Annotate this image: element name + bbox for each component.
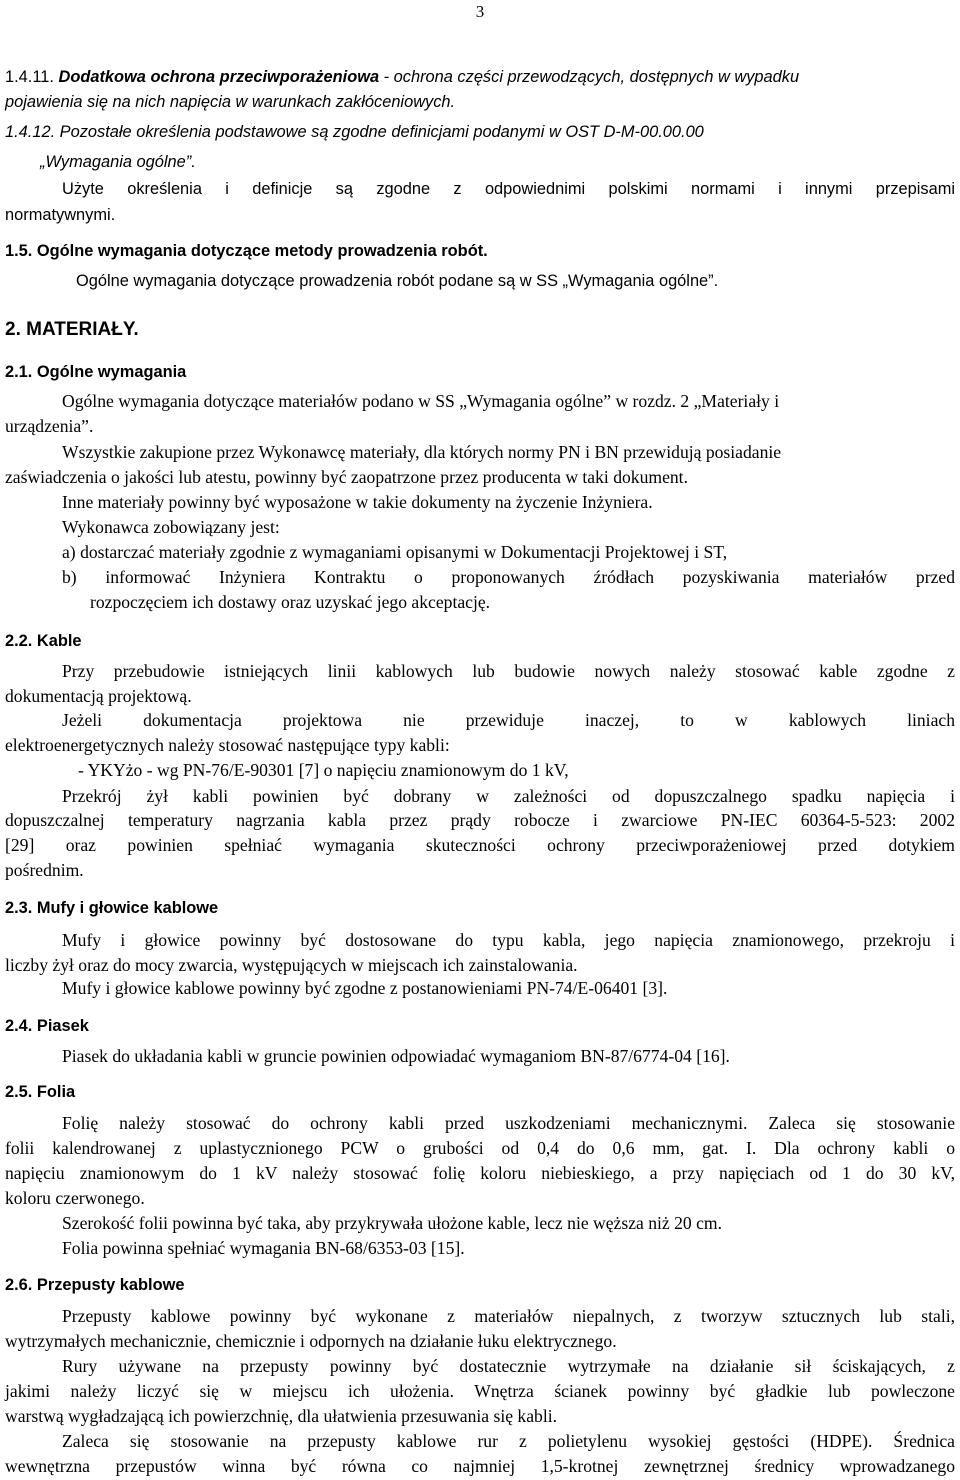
section-1-5-heading: 1.5. Ogólne wymagania dotyczące metody prowadzenia robót. <box>5 242 488 260</box>
section-2-6-p1-line-1: Przepusty kablowe powinny być wykonane z materiałów niepalnych, z tworzyw sztucznych lub stali, <box>62 1306 955 1326</box>
section-2-2-p4-line-1: Przekrój żył kabli powinien być dobrany w zależności od dopuszczalnego spadku napięcia i <box>62 786 955 806</box>
section-2-2-p1-line-2: dokumentacją projektową. <box>5 686 192 706</box>
section-2-1-p2-line-2: zaświadczenia o jakości lub atestu, powinny być zaopatrzone przez producenta w taki dokument. <box>5 467 688 487</box>
section-2-heading: 2. MATERIAŁY. <box>5 319 139 340</box>
section-1-5-text: Ogólne wymagania dotyczące prowadzenia robót podane są w SS „Wymagania ogólne”. <box>76 272 719 290</box>
section-2-6-p1-line-2: wytrzymałych mechanicznie, chemicznie i odpornych na działanie łuku elektrycznego. <box>5 1331 617 1351</box>
section-2-1-heading: 2.1. Ogólne wymagania <box>5 363 187 381</box>
section-1-4-11-title: Dodatkowa ochrona przeciwporażeniowa <box>58 68 380 86</box>
section-2-5-heading: 2.5. Folia <box>5 1083 76 1101</box>
section-2-6-p3-line-1: Zaleca się stosowanie na przepusty kablowe rur z polietylenu wysokiej gęstości (HDPE). Średnica <box>62 1431 955 1451</box>
section-2-1-p2-line-1: Wszystkie zakupione przez Wykonawcę materiały, dla których normy PN i BN przewidują posiadanie <box>62 442 782 462</box>
section-2-2-p3: - YKYżo - wg PN-76/E-90301 [7] o napięciu znamionowym do 1 kV, <box>78 760 569 780</box>
section-2-1-p4: Wykonawca zobowiązany jest: <box>62 517 280 537</box>
section-2-2-heading: 2.2. Kable <box>5 632 82 650</box>
section-2-3-heading: 2.3. Mufy i głowice kablowe <box>5 899 219 917</box>
section-2-6-p2-line-2: jakimi należy liczyć się w miejscu ich ułożenia. Wnętrza ścianek powinny być gładkie lub powleczone <box>5 1381 955 1401</box>
section-2-1-p1-line-2: urządzenia”. <box>5 416 94 436</box>
section-2-2-p2-line-2: elektroenergetycznych należy stosować następujące typy kabli: <box>5 735 450 755</box>
section-1-4-12-line-4: normatywnymi. <box>5 206 116 224</box>
section-2-4-heading: 2.4. Piasek <box>5 1017 89 1035</box>
section-2-2-p1-line-1: Przy przebudowie istniejących linii kablowych lub budowie nowych należy stosować kable zgodne z <box>62 661 955 681</box>
section-2-2-p2-line-1: Jeżeli dokumentacja projektowa nie przewiduje inaczej, to w kablowych liniach <box>62 710 955 730</box>
section-2-1-p3: Inne materiały powinny być wyposażone w takie dokumenty na życzenie Inżyniera. <box>62 492 653 512</box>
section-2-5-p1-line-1: Folię należy stosować do ochrony kabli przed uszkodzeniami mechanicznymi. Zaleca się stosowanie <box>62 1113 955 1133</box>
section-2-3-p1-line-1: Mufy i głowice powinny być dostosowane do typu kabla, jego napięcia znamionowego, przekroju i <box>62 930 955 950</box>
section-2-3-p2: Mufy i głowice kablowe powinny być zgodne z postanowieniami PN-74/E-06401 [3]. <box>62 978 668 998</box>
section-1-4-12-line-3: Użyte określenia i definicje są zgodne z odpowiednimi polskimi normami i innymi przepisami <box>62 180 955 198</box>
section-1-4-12-line-1: 1.4.12. Pozostałe określenia podstawowe są zgodne definicjami podanymi w OST D-M-00.00.00 <box>5 123 704 141</box>
section-2-5-p1-line-3: napięciu znamionowym do 1 kV należy stosować folię koloru niebieskiego, a przy napięciach od 1 do 30 kV, <box>5 1163 955 1183</box>
section-2-6-p3-line-2: wewnętrzna przepustów winna być równa co najmniej 1,5-krotnej zewnętrznej średnicy wprowadzanego <box>5 1456 955 1476</box>
section-2-1-p1-line-1: Ogólne wymagania dotyczące materiałów podano w SS „Wymagania ogólne” w rozdz. 2 „Materiały i <box>62 391 780 411</box>
section-2-2-p4-line-3: [29] oraz powinien spełniać wymagania skuteczności ochrony przeciwporażeniowej przed dotykiem <box>5 835 955 855</box>
section-2-6-heading: 2.6. Przepusty kablowe <box>5 1276 185 1294</box>
section-2-1-item-b-line-1: b) informować Inżyniera Kontraktu o proponowanych źródłach pozyskiwania materiałów przed <box>62 567 955 587</box>
section-2-5-p1-line-2: folii kalendrowanej z uplastycznionego PCW o grubości od 0,4 do 0,6 mm, gat. I. Dla ochrony kabli o <box>5 1138 955 1158</box>
section-1-4-11-line-1 <box>5 66 799 88</box>
page-number: 3 <box>475 2 485 21</box>
section-2-5-p3: Folia powinna spełniać wymagania BN-68/6353-03 [15]. <box>62 1238 465 1258</box>
section-2-6-p2-line-3: warstwą wygładzającą ich powierzchnię, dla ułatwienia przesuwania się kabli. <box>5 1406 558 1426</box>
section-1-4-11-number: 1.4.11. <box>5 68 54 86</box>
section-2-5-p1-line-4: koloru czerwonego. <box>5 1188 145 1208</box>
section-1-4-11-text: - ochrona części przewodzących, dostępnych w wypadku <box>379 68 800 86</box>
section-1-4-12-line-2: „Wymagania ogólne”. <box>40 153 196 171</box>
section-2-1-item-a: a) dostarczać materiały zgodnie z wymaganiami opisanymi w Dokumentacji Projektowej i ST, <box>62 542 728 562</box>
section-2-1-item-b-line-2: rozpoczęciem ich dostawy oraz uzyskać jego akceptację. <box>90 592 491 612</box>
section-2-4-p1: Piasek do układania kabli w gruncie powinien odpowiadać wymaganiom BN-87/6774-04 [16]. <box>62 1046 730 1066</box>
section-2-6-p2-line-1: Rury używane na przepusty powinny być dostatecznie wytrzymałe na działanie sił ściskających, z <box>62 1356 955 1376</box>
section-1-4-11-line-2: pojawienia się na nich napięcia w warunkach zakłóceniowych. <box>5 93 456 111</box>
section-2-3-p1-line-2: liczby żył oraz do mocy zwarcia, występujących w miejscach ich zainstalowania. <box>5 955 578 975</box>
section-2-2-p4-line-4: pośrednim. <box>5 860 84 880</box>
section-2-5-p2: Szerokość folii powinna być taka, aby przykrywała ułożone kable, lecz nie węższa niż 20 cm. <box>62 1213 722 1233</box>
section-2-2-p4-line-2: dopuszczalnej temperatury nagrzania kabla przez prądy robocze i zwarciowe PN-IEC 60364-5-523: 2002 <box>5 810 955 830</box>
